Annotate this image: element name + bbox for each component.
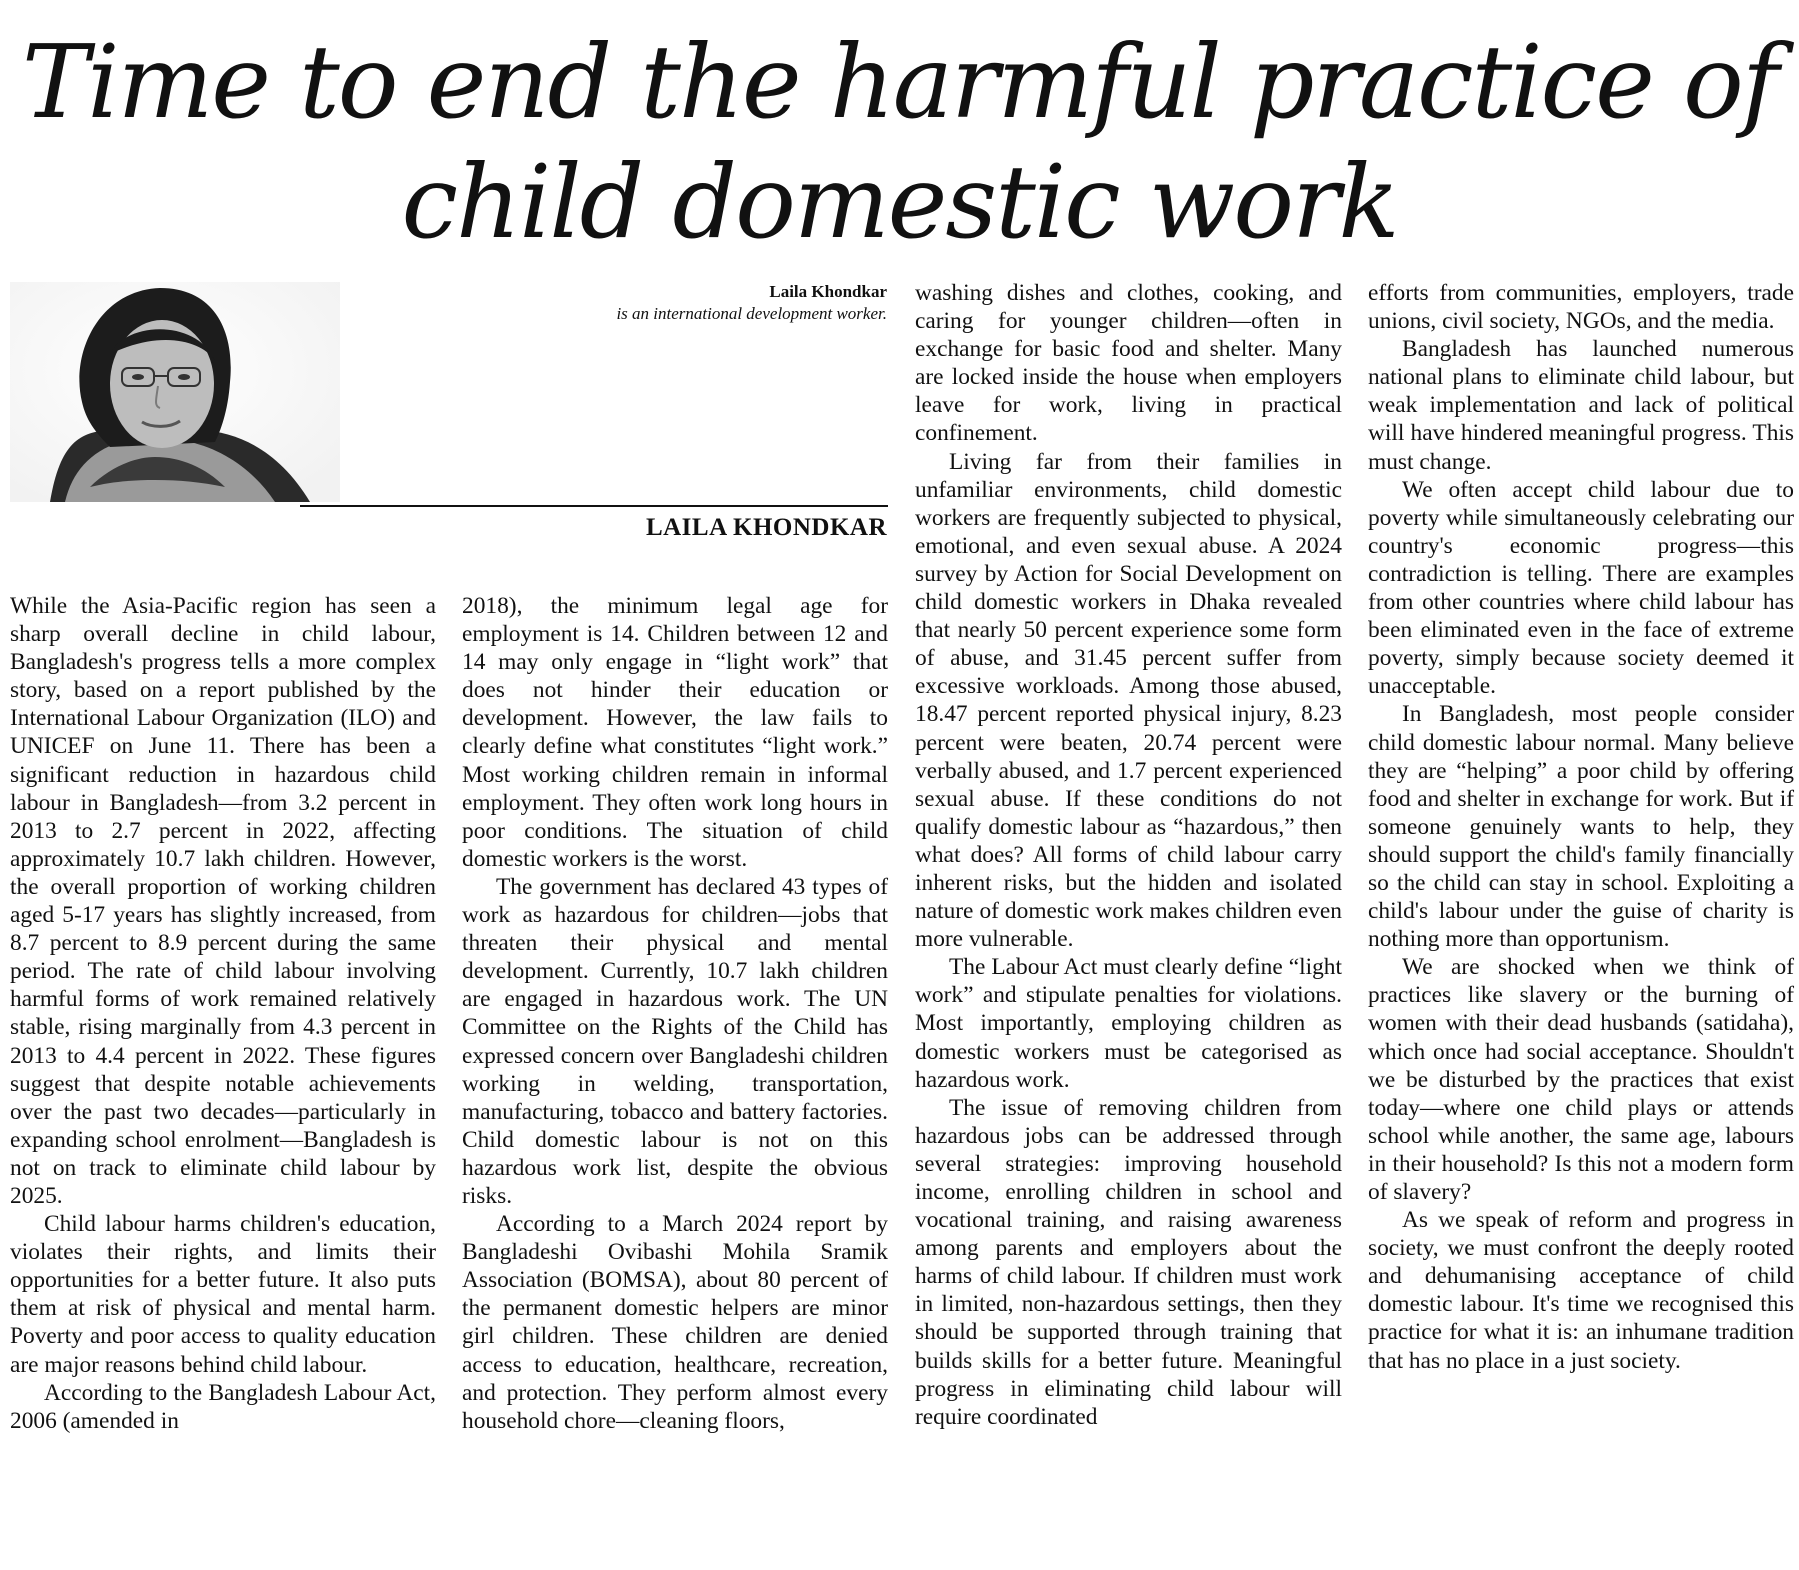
paragraph: We often accept child labour due to poverty while simultaneously celebrating our country's economic progress—this contradiction is telling. There are examples from other countries where child labour has been eliminated even in the face of extreme poverty, simply because society deemed it unacceptable.	[1368, 476, 1794, 700]
paragraph: According to a March 2024 report by Bangladeshi Ovibashi Mohila Sramik Association (BOMSA), about 80 percent of the permanent domestic helpers are minor girl children. These children are denied access to education, healthcare, recreation, and protection. They perform almost every household chore—cleaning floors,	[462, 1211, 888, 1434]
paragraph: According to the Bangladesh Labour Act, 2006 (amended in	[10, 1379, 436, 1434]
paragraph: We are shocked when we think of practices like slavery or the burning of women with their dead husbands (satidaha), which once had social acceptance. Shouldn't we be disturbed by the practices that exist today—where one child plays or attends school while another, the same age, labours in their household? Is this not a modern form of slavery?	[1368, 954, 1794, 1205]
headline	[0, 22, 1799, 262]
paragraph: The Labour Act must clearly define “light work” and stipulate penalties for violations. Most importantly, employing children as domestic workers must be categorised as hazardous work.	[915, 954, 1342, 1093]
paragraph: efforts from communities, employers, trade unions, civil society, NGOs, and the media.	[1368, 280, 1794, 335]
paragraph: The issue of removing children from hazardous jobs can be addressed through several strategies: improving household income, enrolling children in school and vocational training, and raising awareness among parents and employers about the harms of child labour. If children must work in limited, non-hazardous settings, then they should be supported through training that builds skills for a better future. Meaningful progress in eliminating child labour will require coordinated	[915, 1094, 1342, 1430]
paragraph: The government has declared 43 types of work as hazardous for children—jobs that threaten their physical and mental development. Currently, 10.7 lakh children are engaged in hazardous work. The UN Committee on the Rights of the Child has expressed concern over Bangladeshi children working in welding, transportation, manufacturing, tobacco and battery factories. Child domestic labour is not on this hazardous work list, despite the obvious risks.	[462, 873, 888, 1209]
paragraph: In Bangladesh, most people consider child domestic labour normal. Many believe they are “helping” a poor child by offering food and shelter in exchange for work. But if someone genuinely wants to help, they should support the child's family financially so the child can stay in school. Exploiting a child's labour under the guise of charity is nothing more than opportunism.	[1368, 701, 1794, 953]
article-column-4	[1368, 279, 1794, 1375]
paragraph: Bangladesh has launched numerous national plans to eliminate child labour, but weak implementation and lack of political will have hindered meaningful progress. This must change.	[1368, 336, 1794, 475]
article-column-2	[462, 592, 888, 1435]
author-name-caps: LAILA KHONDKAR	[645, 514, 887, 541]
author-byline	[560, 281, 887, 325]
byline-divider	[300, 505, 888, 507]
author-bio: is an international development worker.	[616, 304, 887, 323]
author-photo	[10, 282, 340, 502]
article-column-3	[915, 279, 1342, 1431]
headline-line-2: child domestic work	[401, 143, 1398, 261]
paragraph: washing dishes and clothes, cooking, and caring for younger children—often in exchange for basic food and shelter. Many are locked inside the house when employers leave for work, living in practical confinement.	[915, 280, 1342, 447]
article-column-1	[10, 592, 436, 1435]
paragraph: Child labour harms children's education, violates their rights, and limits their opportunities for a better future. It also puts them at risk of physical and mental harm. Poverty and poor access to quality education are major reasons behind child labour.	[10, 1211, 436, 1378]
paragraph: 2018), the minimum legal age for employment is 14. Children between 12 and 14 may only engage in “light work” that does not hinder their education or development. However, the law fails to clearly define what constitutes “light work.” Most working children remain in informal employment. They often work long hours in poor conditions. The situation of child domestic workers is the worst.	[462, 593, 888, 872]
paragraph: As we speak of reform and progress in society, we must confront the deeply rooted and dehumanising acceptance of child domestic labour. It's time we recognised this practice for what it is: an inhumane tradition that has no place in a just society.	[1368, 1207, 1794, 1374]
paragraph: While the Asia-Pacific region has seen a sharp overall decline in child labour, Bangladesh's progress tells a more complex story, based on a report published by the International Labour Organization (ILO) and UNICEF on June 11. There has been a significant reduction in hazardous child labour in Bangladesh—from 3.2 percent in 2013 to 2.7 percent in 2022, affecting approximately 10.7 lakh children. However, the overall proportion of working children aged 5-17 years has slightly increased, from 8.7 percent to 8.9 percent during the same period. The rate of child labour involving harmful forms of work remained relatively stable, rising marginally from 4.3 percent in 2013 to 4.4 percent in 2022. These figures suggest that despite notable achievements over the past two decades—particularly in expanding school enrolment—Bangladesh is not on track to eliminate child labour by 2025.	[10, 593, 436, 1209]
headline-line-1: Time to end the harmful practice of	[21, 23, 1778, 141]
paragraph: Living far from their families in unfamiliar environments, child domestic workers are frequently subjected to physical, emotional, and even sexual abuse. A 2024 survey by Action for Social Development on child domestic workers in Dhaka revealed that nearly 50 percent experience some form of abuse, and 31.45 percent suffer from excessive workloads. Among those abused, 18.47 percent reported physical injury, 8.23 percent were beaten, 20.74 percent were verbally abused, and 1.7 percent experienced sexual abuse. If these conditions do not qualify domestic labour as “hazardous,” then what does? All forms of child labour carry inherent risks, but the hidden and isolated nature of domestic work makes children even more vulnerable.	[915, 448, 1342, 953]
author-name: Laila Khondkar	[769, 282, 887, 301]
